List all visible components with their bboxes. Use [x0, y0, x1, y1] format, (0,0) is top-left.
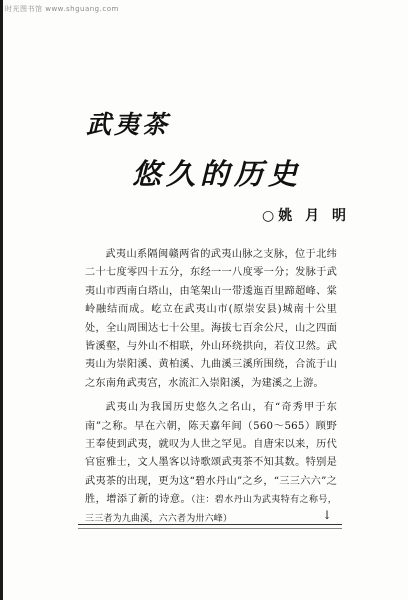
page-continuation-mark: ↓ — [322, 508, 333, 522]
footer-rule — [78, 524, 342, 525]
paragraph-2-note: （注：碧水丹山为武夷特有之称号，三三者为九曲溪，六六者为卅六峰） — [85, 495, 338, 524]
author-byline: ○姚 月 明 — [262, 208, 350, 224]
article-title-line-2: 悠久的历史 — [132, 157, 303, 191]
scan-edge — [0, 0, 3, 600]
footer-rule-thin — [78, 528, 342, 529]
paragraph-2-text: 武夷山为我国历史悠久之名山，有“奇秀甲于东南”之称。早在六朝，陈天嘉年间（560～565）顾野王奉使到武夷，就叹为人世之罕见。自唐宋以来，历代官宦雅士，文人墨客以诗歌颂武夷茶不知其数。特别是武夷茶的出现，更为这“碧水丹山”之乡，“三三六六”之胜，增添了新的诗意。 — [85, 402, 337, 506]
watermark: 时光图书馆 www.shguang.com — [5, 5, 119, 13]
paragraph-1: 武夷山系隔闽赣两省的武夷山脉之支脉，位于北纬二十七度零四十五分，东经一一八度零一分；发脉于武夷山市西南白塔山，由笔架山一带逶迤百里蹄超峰、棠岭融结而成。屹立在武夷山市(原崇安县)城南十公里处，全山周围达七十公里。海拔七百余公尺，山之四面皆溪壑，与外山不相联，外山环绕拱向，若仪卫然。武夷山为崇阳溪、黄柏溪、九曲溪三溪所围绕，合流于山之东南角武夷宫，水流汇入崇阳溪，为建溪之上游。 — [85, 249, 337, 389]
paragraph-2 — [85, 399, 337, 528]
article-title-line-1: 武夷茶 — [86, 110, 171, 139]
article-body — [85, 246, 337, 534]
